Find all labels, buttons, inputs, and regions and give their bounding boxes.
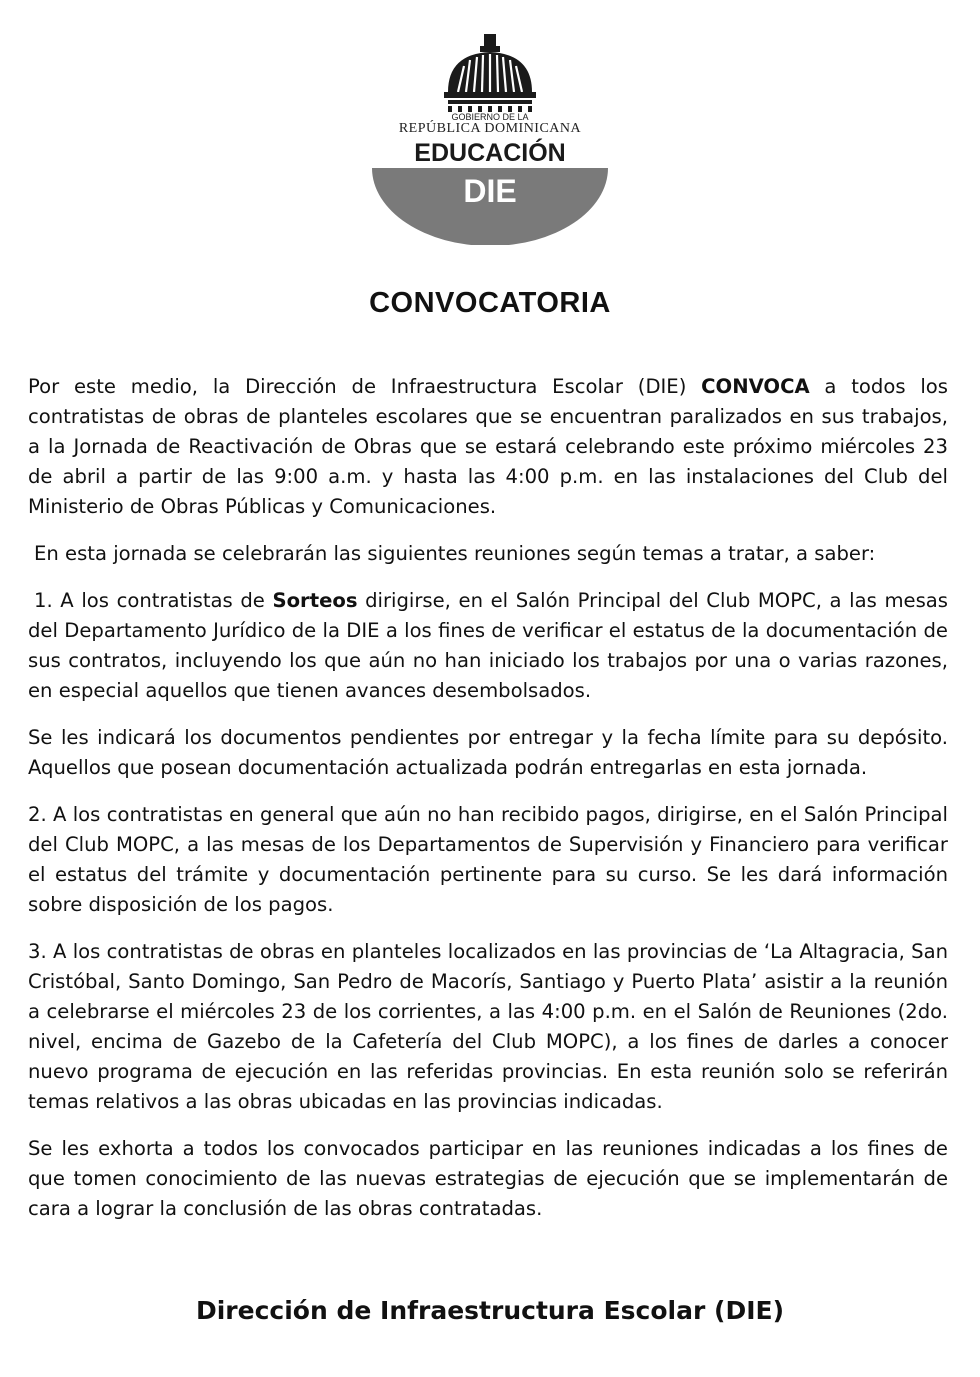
svg-text:REPÚBLICA DOMINICANA: REPÚBLICA DOMINICANA <box>398 121 582 136</box>
capitol-dome-icon <box>370 30 610 245</box>
die-logo <box>370 30 610 245</box>
paragraph-closing: Se les exhorta a todos los convocados participar en las reuniones indicadas a los fines de que tomen conocimiento de las nuevas estrategias de ejecución que se implementarán de cara a lograr la conclusión de las obras contratadas. <box>28 1137 948 1220</box>
paragraph-intro: Por este medio, la Dirección de Infraestructura Escolar (DIE) CONVOCA a todos los contratistas de obras de planteles escolares que se encuentran paralizados en sus trabajos, a la Jornada de Reactivación de Obras que se estará celebrando este próximo miércoles 23 de abril a partir de las 9:00 a.m. y hasta las 4:00 p.m. en las instalaciones del Club del Ministerio de Obras Públicas y Comunicaciones. <box>28 375 949 518</box>
svg-text:DIE: DIE <box>463 173 517 209</box>
paragraph-item-1: 1. A los contratistas de Sorteos dirigirse, en el Salón Principal del Club MOPC, a las mesas del Departamento Jurídico de la DIE a los fines de verificar el estatus de la documentación de sus contratos, incluyendo los que aún no han iniciado los trabajos por una o varias razones, en especial aquellos que tienen avances desembolsados. <box>28 589 949 702</box>
paragraph-item-3: 3. A los contratistas de obras en planteles localizados en las provincias de ‘La Altagracia, San Cristóbal, Santo Domingo, San Pedro de Macorís, Santiago y Puerto Plata’ asistir a la reunión a celebrarse el miércoles 23 de los corrientes, a las 4:00 p.m. en el Salón de Reuniones (2do. nivel, encima de Gazebo de la Cafetería del Club MOPC), a los fines de darles a conocer nuevo programa de ejecución en las referidas provincias. En esta reunión solo se referirán temas relativos a las obras ubicadas en las provincias indicadas. <box>28 940 948 1113</box>
document-body <box>28 372 948 1241</box>
signature-line: Dirección de Infraestructura Escolar (DIE) <box>195 1296 784 1325</box>
svg-text:GOBIERNO DE LA: GOBIERNO DE LA <box>451 112 529 122</box>
paragraph-documents: Se les indicará los documentos pendientes por entregar y la fecha límite para su depósito. Aquellos que posean documentación actualizada podrán entregarlas en esta jornada. <box>28 726 948 779</box>
paragraph-agenda: En esta jornada se celebrarán las siguientes reuniones según temas a tratar, a saber: <box>34 542 876 565</box>
page-title: CONVOCATORIA <box>369 287 611 319</box>
paragraph-item-2: 2. A los contratistas en general que aún no han recibido pagos, dirigirse, en el Salón Principal del Club MOPC, a las mesas de los Departamentos de Supervisión y Financiero para verificar el estatus del trámite y documentación pertinente para su curso. Se les dará información sobre disposición de los pagos. <box>28 803 948 916</box>
svg-text:EDUCACIÓN: EDUCACIÓN <box>414 139 566 167</box>
